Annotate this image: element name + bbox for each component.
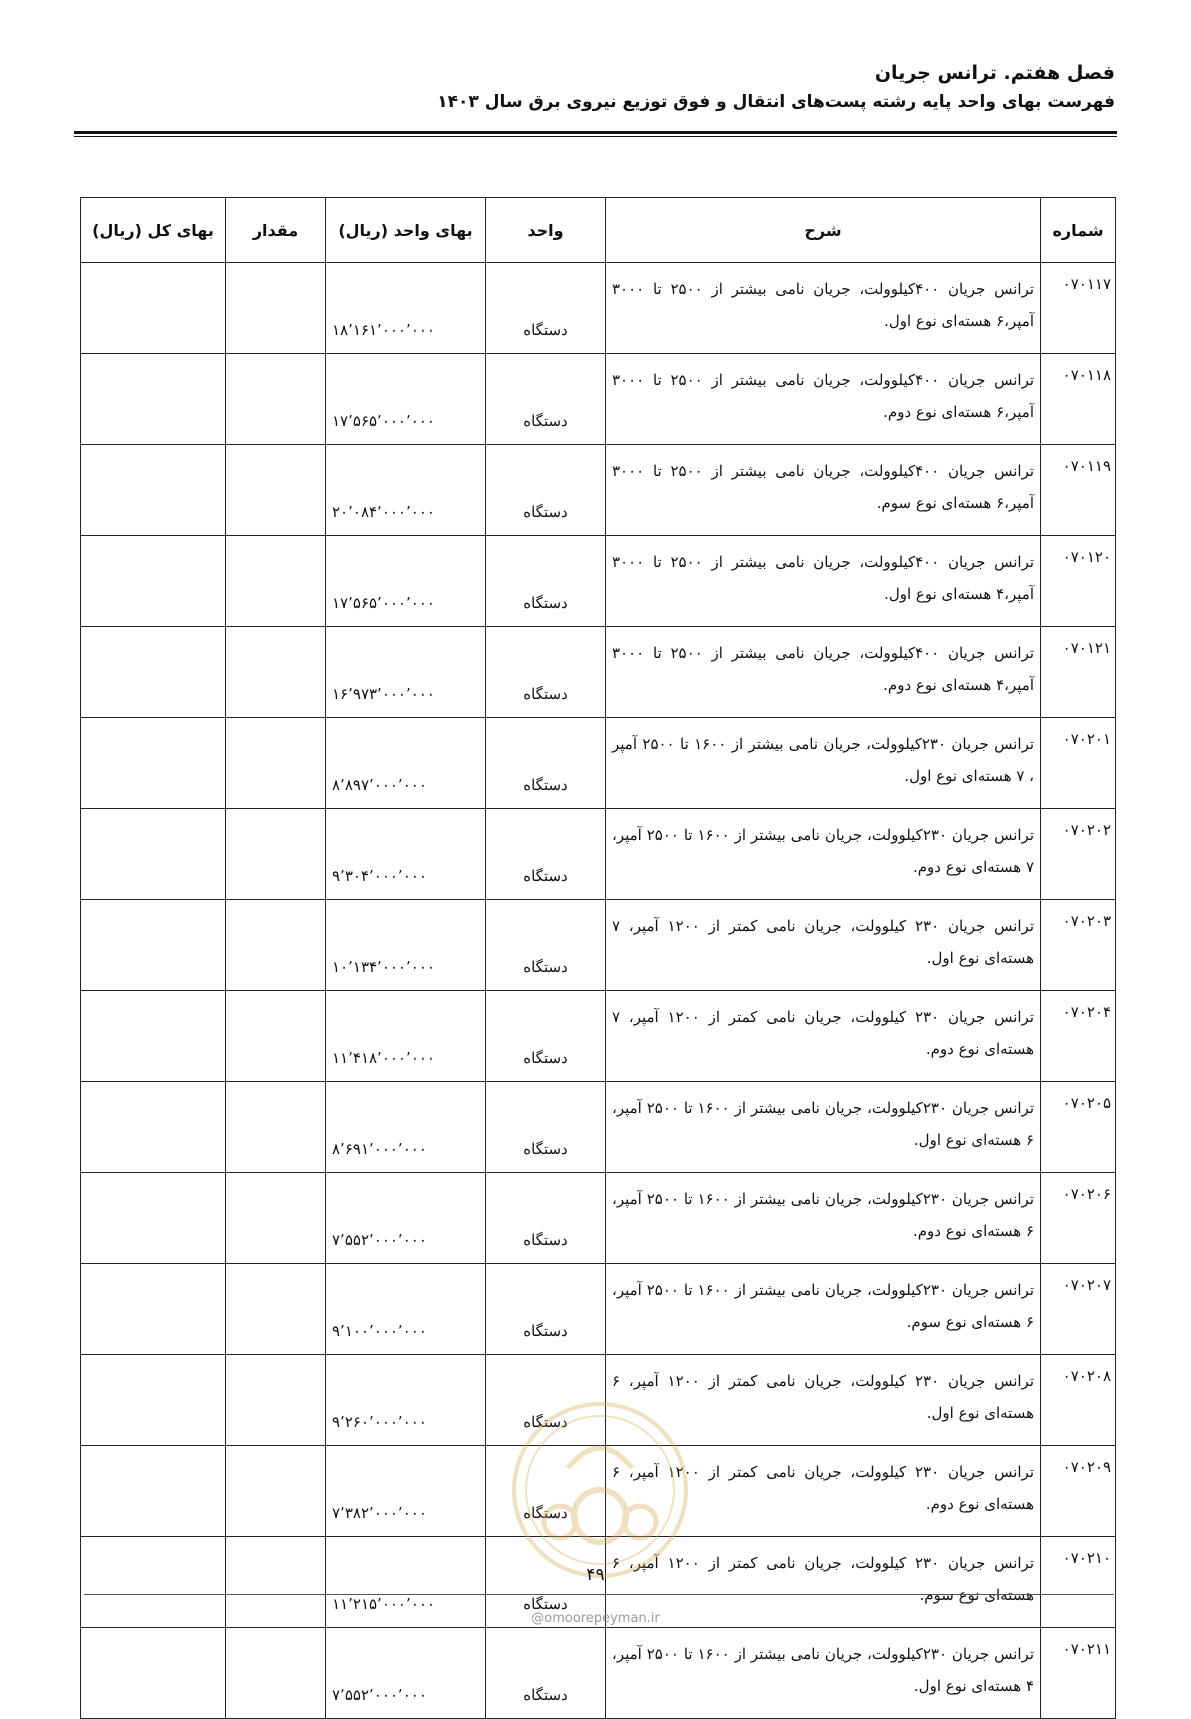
item-quantity-cell <box>226 1628 326 1719</box>
seal-watermark-icon <box>508 1398 692 1582</box>
item-total-price-cell <box>81 1082 226 1173</box>
item-number-cell: ۰۷۰۲۱۰ <box>1041 1537 1116 1628</box>
item-unit-cell: دستگاه <box>486 536 606 627</box>
item-unit-price-cell: ۱۸٬۱۶۱٬۰۰۰٬۰۰۰ <box>326 263 486 354</box>
table-row <box>81 1628 1116 1719</box>
item-description-cell: ترانس جریان ۲۳۰ کیلوولت، جریان نامی کمتر از ۱۲۰۰ آمپر، ۷ هسته‌ای نوع دوم. <box>606 991 1041 1082</box>
item-description-cell: ترانس جریان ۴۰۰کیلوولت، جریان نامی بیشتر از ۲۵۰۰ تا ۳۰۰۰ آمپر،۴ هسته‌ای نوع اول. <box>606 536 1041 627</box>
item-unit-cell: دستگاه <box>486 445 606 536</box>
item-unit-cell: دستگاه <box>486 354 606 445</box>
table-row <box>81 1082 1116 1173</box>
table-row <box>81 718 1116 809</box>
item-unit-price-cell: ۱۰٬۱۳۴٬۰۰۰٬۰۰۰ <box>326 900 486 991</box>
item-description-cell: ترانس جریان ۴۰۰کیلوولت، جریان نامی بیشتر از ۲۵۰۰ تا ۳۰۰۰ آمپر،۴ هسته‌ای نوع دوم. <box>606 627 1041 718</box>
column-header-unit-price: بهای واحد (ریال) <box>326 198 486 263</box>
item-total-price-cell <box>81 1628 226 1719</box>
item-quantity-cell <box>226 354 326 445</box>
item-description-cell: ترانس جریان ۲۳۰ کیلوولت، جریان نامی کمتر از ۱۲۰۰ آمپر، ۶ هسته‌ای نوع اول. <box>606 1355 1041 1446</box>
item-number-cell: ۰۷۰۱۱۹ <box>1041 445 1116 536</box>
item-unit-price-cell: ۱۶٬۹۷۳٬۰۰۰٬۰۰۰ <box>326 627 486 718</box>
item-total-price-cell <box>81 1355 226 1446</box>
item-quantity-cell <box>226 1264 326 1355</box>
item-unit-price-cell: ۱۷٬۵۶۵٬۰۰۰٬۰۰۰ <box>326 354 486 445</box>
item-description-cell: ترانس جریان ۴۰۰کیلوولت، جریان نامی بیشتر از ۲۵۰۰ تا ۳۰۰۰ آمپر،۶ هسته‌ای نوع اول. <box>606 263 1041 354</box>
item-description-cell: ترانس جریان ۲۳۰کیلوولت، جریان نامی بیشتر از ۱۶۰۰ تا ۲۵۰۰ آمپر، ۷ هسته‌ای نوع دوم. <box>606 809 1041 900</box>
item-quantity-cell <box>226 1173 326 1264</box>
column-header-total-price: بهای کل (ریال) <box>81 198 226 263</box>
item-unit-cell: دستگاه <box>486 1082 606 1173</box>
table-row <box>81 900 1116 991</box>
item-number-cell: ۰۷۰۲۰۸ <box>1041 1355 1116 1446</box>
item-total-price-cell <box>81 1446 226 1537</box>
item-unit-price-cell: ۲۰٬۰۸۴٬۰۰۰٬۰۰۰ <box>326 445 486 536</box>
item-number-cell: ۰۷۰۲۱۱ <box>1041 1628 1116 1719</box>
watermark-text: @omoorepeyman.ir <box>531 1611 660 1626</box>
item-number-cell: ۰۷۰۱۲۰ <box>1041 536 1116 627</box>
item-number-cell: ۰۷۰۱۱۷ <box>1041 263 1116 354</box>
item-quantity-cell <box>226 627 326 718</box>
item-number-cell: ۰۷۰۲۰۴ <box>1041 991 1116 1082</box>
item-unit-cell: دستگاه <box>486 1173 606 1264</box>
item-unit-cell: دستگاه <box>486 1264 606 1355</box>
table-row <box>81 263 1116 354</box>
table-row <box>81 354 1116 445</box>
item-number-cell: ۰۷۰۲۰۲ <box>1041 809 1116 900</box>
item-description-cell: ترانس جریان ۲۳۰ کیلوولت، جریان نامی کمتر از ۱۲۰۰ آمپر، ۷ هسته‌ای نوع اول. <box>606 900 1041 991</box>
item-quantity-cell <box>226 1446 326 1537</box>
table-row <box>81 991 1116 1082</box>
item-quantity-cell <box>226 1082 326 1173</box>
item-description-cell: ترانس جریان ۲۳۰کیلوولت، جریان نامی بیشتر از ۱۶۰۰ تا ۲۵۰۰ آمپر، ۶ هسته‌ای نوع سوم. <box>606 1264 1041 1355</box>
item-total-price-cell <box>81 718 226 809</box>
item-quantity-cell <box>226 991 326 1082</box>
item-quantity-cell <box>226 718 326 809</box>
item-unit-price-cell: ۷٬۵۵۲٬۰۰۰٬۰۰۰ <box>326 1628 486 1719</box>
item-unit-cell: دستگاه <box>486 1355 606 1446</box>
item-unit-price-cell: ۱۱٬۲۱۵٬۰۰۰٬۰۰۰ <box>326 1537 486 1628</box>
item-total-price-cell <box>81 991 226 1082</box>
item-number-cell: ۰۷۰۲۰۳ <box>1041 900 1116 991</box>
item-unit-cell: دستگاه <box>486 1446 606 1537</box>
item-unit-cell: دستگاه <box>486 991 606 1082</box>
item-unit-cell: دستگاه <box>486 809 606 900</box>
table-header-row <box>81 198 1116 263</box>
item-quantity-cell <box>226 809 326 900</box>
column-header-description: شرح <box>606 198 1041 263</box>
item-total-price-cell <box>81 263 226 354</box>
column-header-number: شماره <box>1041 198 1116 263</box>
item-unit-cell: دستگاه <box>486 718 606 809</box>
item-description-cell: ترانس جریان ۲۳۰کیلوولت، جریان نامی بیشتر از ۱۶۰۰ تا ۲۵۰۰ آمپر ، ۷ هسته‌ای نوع اول. <box>606 718 1041 809</box>
item-unit-price-cell: ۱۷٬۵۶۵٬۰۰۰٬۰۰۰ <box>326 536 486 627</box>
item-unit-cell: دستگاه <box>486 263 606 354</box>
item-unit-cell: دستگاه <box>486 1628 606 1719</box>
item-unit-cell: دستگاه <box>486 627 606 718</box>
item-number-cell: ۰۷۰۲۰۹ <box>1041 1446 1116 1537</box>
item-description-cell: ترانس جریان ۲۳۰ کیلوولت، جریان نامی کمتر از ۱۲۰۰ آمپر، ۶ هسته‌ای نوع دوم. <box>606 1446 1041 1537</box>
item-description-cell: ترانس جریان ۲۳۰کیلوولت، جریان نامی بیشتر از ۱۶۰۰ تا ۲۵۰۰ آمپر، ۶ هسته‌ای نوع اول. <box>606 1082 1041 1173</box>
chapter-title: فصل هفتم. ترانس جریان <box>874 62 1115 84</box>
table-row <box>81 1173 1116 1264</box>
item-description-cell: ترانس جریان ۲۳۰ کیلوولت، جریان نامی کمتر از ۱۲۰۰ آمپر، ۶ هسته‌ای نوع سوم. <box>606 1537 1041 1628</box>
item-unit-price-cell: ۷٬۵۵۲٬۰۰۰٬۰۰۰ <box>326 1173 486 1264</box>
item-total-price-cell <box>81 1264 226 1355</box>
item-number-cell: ۰۷۰۱۲۱ <box>1041 627 1116 718</box>
table-row <box>81 809 1116 900</box>
page-number: ۴۹ <box>586 1565 605 1585</box>
item-quantity-cell <box>226 445 326 536</box>
column-header-quantity: مقدار <box>226 198 326 263</box>
item-unit-price-cell: ۹٬۳۰۴٬۰۰۰٬۰۰۰ <box>326 809 486 900</box>
item-total-price-cell <box>81 1173 226 1264</box>
item-description-cell: ترانس جریان ۴۰۰کیلوولت، جریان نامی بیشتر از ۲۵۰۰ تا ۳۰۰۰ آمپر،۶ هسته‌ای نوع سوم. <box>606 445 1041 536</box>
table-row <box>81 536 1116 627</box>
item-total-price-cell <box>81 445 226 536</box>
item-number-cell: ۰۷۰۲۰۵ <box>1041 1082 1116 1173</box>
item-unit-cell: دستگاه <box>486 900 606 991</box>
item-number-cell: ۰۷۰۲۰۷ <box>1041 1264 1116 1355</box>
table-row <box>81 1264 1116 1355</box>
column-header-unit: واحد <box>486 198 606 263</box>
item-total-price-cell <box>81 627 226 718</box>
item-unit-price-cell: ۹٬۲۶۰٬۰۰۰٬۰۰۰ <box>326 1355 486 1446</box>
item-number-cell: ۰۷۰۲۰۱ <box>1041 718 1116 809</box>
item-total-price-cell <box>81 536 226 627</box>
item-unit-price-cell: ۹٬۱۰۰٬۰۰۰٬۰۰۰ <box>326 1264 486 1355</box>
document-subtitle: فهرست بهای واحد پایه رشته پست‌های انتقال و فوق توزیع نیروی برق سال ۱۴۰۳ <box>437 92 1115 112</box>
item-description-cell: ترانس جریان ۲۳۰کیلوولت، جریان نامی بیشتر از ۱۶۰۰ تا ۲۵۰۰ آمپر، ۴ هسته‌ای نوع اول. <box>606 1628 1041 1719</box>
table-row <box>81 445 1116 536</box>
item-unit-cell: دستگاه <box>486 1537 606 1628</box>
header-rule-thick <box>74 131 1117 134</box>
item-quantity-cell <box>226 263 326 354</box>
item-total-price-cell <box>81 809 226 900</box>
table-row <box>81 627 1116 718</box>
item-quantity-cell <box>226 536 326 627</box>
footer-rule <box>84 1594 1114 1595</box>
item-quantity-cell <box>226 1355 326 1446</box>
item-number-cell: ۰۷۰۱۱۸ <box>1041 354 1116 445</box>
item-quantity-cell <box>226 900 326 991</box>
item-description-cell: ترانس جریان ۲۳۰کیلوولت، جریان نامی بیشتر از ۱۶۰۰ تا ۲۵۰۰ آمپر، ۶ هسته‌ای نوع دوم. <box>606 1173 1041 1264</box>
item-total-price-cell <box>81 900 226 991</box>
item-unit-price-cell: ۷٬۳۸۲٬۰۰۰٬۰۰۰ <box>326 1446 486 1537</box>
item-description-cell: ترانس جریان ۴۰۰کیلوولت، جریان نامی بیشتر از ۲۵۰۰ تا ۳۰۰۰ آمپر،۶ هسته‌ای نوع دوم. <box>606 354 1041 445</box>
item-number-cell: ۰۷۰۲۰۶ <box>1041 1173 1116 1264</box>
item-unit-price-cell: ۸٬۶۹۱٬۰۰۰٬۰۰۰ <box>326 1082 486 1173</box>
item-total-price-cell <box>81 354 226 445</box>
item-unit-price-cell: ۱۱٬۴۱۸٬۰۰۰٬۰۰۰ <box>326 991 486 1082</box>
item-unit-price-cell: ۸٬۸۹۷٬۰۰۰٬۰۰۰ <box>326 718 486 809</box>
page-header <box>437 58 1115 116</box>
header-rule-thin <box>74 136 1117 137</box>
